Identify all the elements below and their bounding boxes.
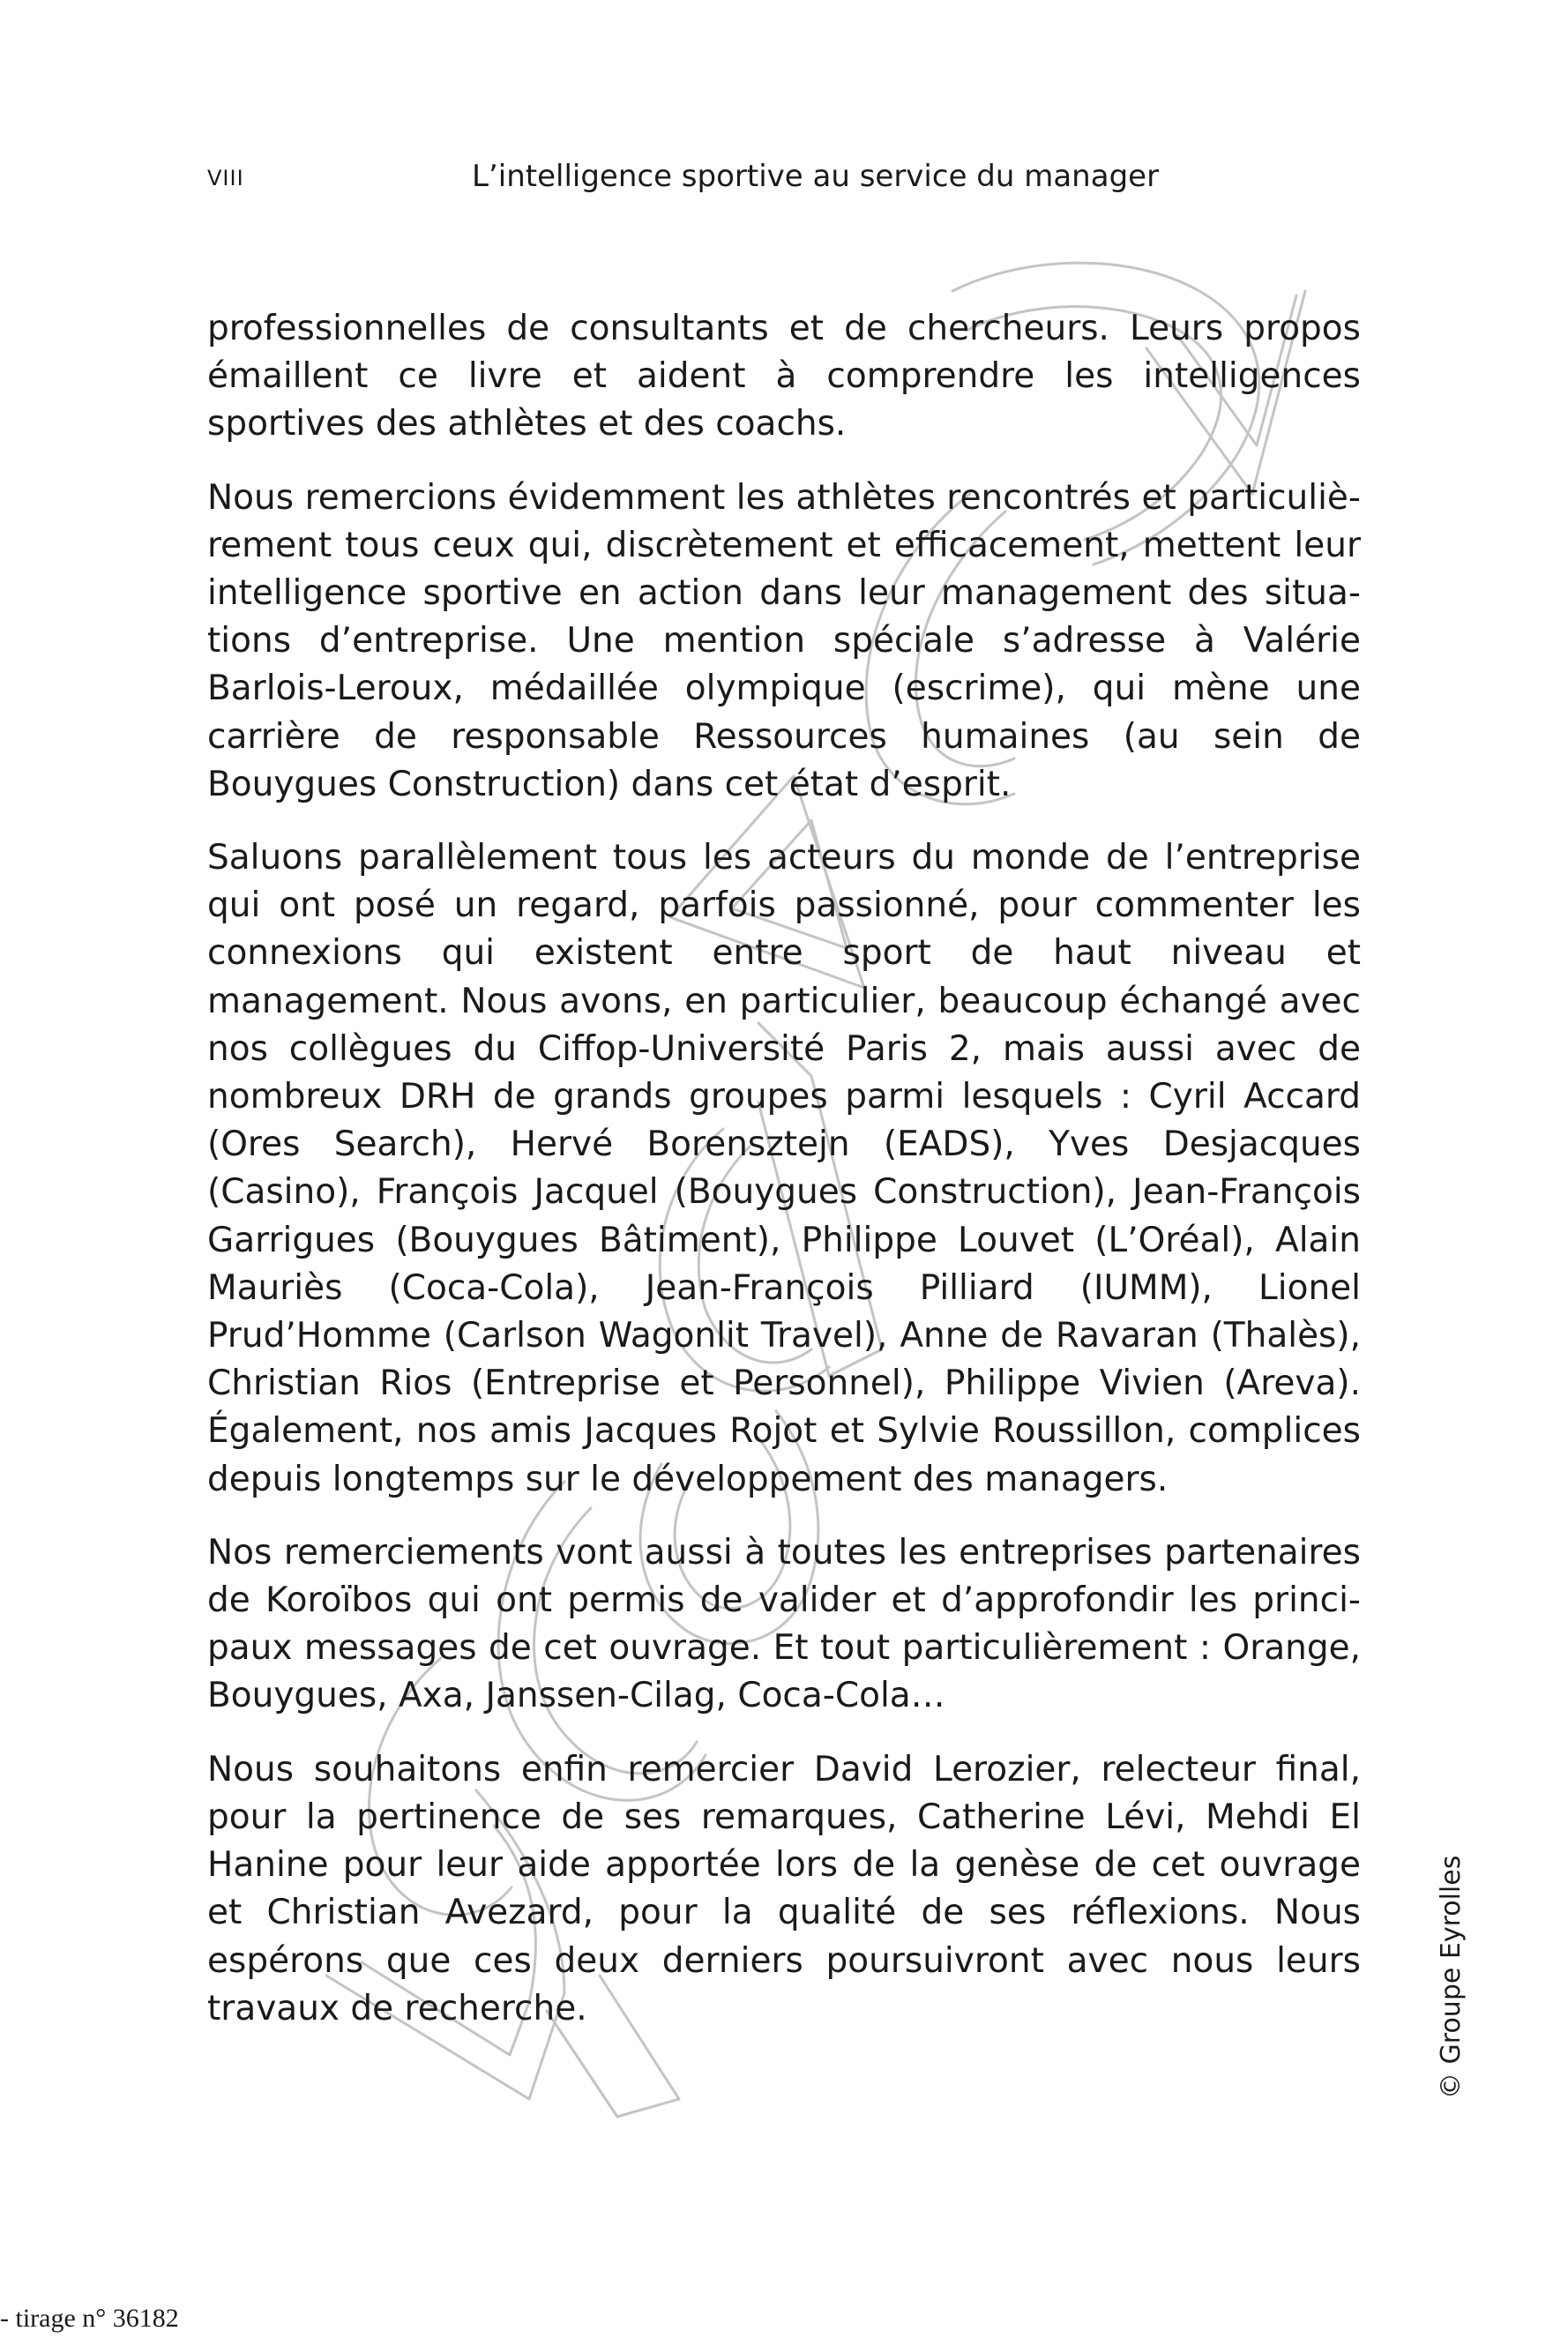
paragraph: Saluons parallèlement tous les acteurs du monde de l’entreprise qui ont posé un regard, parfois passionné, pour commenter les connexions qui existent entre sport de haut niveau et management. Nous avons, en particulier, beaucoup échangé avec nos collègues du Ciffop-Université Paris 2, mais aussi avec de nombreux DRH de grands groupes parmi lesquels : Cyril Accard (Ores Search), Hervé Borensztejn (EADS), Yves Desjacques (Casino), François Jacquel (Bouygues Construction), Jean-François Garrigues (Bouygues Bâtiment), Philippe Louvet (L’Oréal), Alain Mauriès (Coca-Cola), Jean-François Pilliard (IUMM), Lionel Prud’Homme (Carlson Wagonlit Travel), Anne de Ravaran (Thalès), Christian Rios (Entreprise et Personnel), Philippe Vivien (Areva). Également, nos amis Jacques Rojot et Sylvie Roussillon, complices depuis longtemps sur le développement des managers. [207, 838, 1361, 1499]
print-run-footer: - tirage n° 36182 [0, 2304, 179, 2333]
page-number: VIII [207, 166, 244, 191]
main-text [207, 305, 1361, 2058]
paragraph: professionnelles de consultants et de chercheurs. Leurs propos émaillent ce livre et aident à comprendre les intelligences sportives des athlètes et des coachs. [207, 309, 1361, 445]
page-header [207, 159, 1361, 198]
running-title: L’intelligence sportive au service du manager [472, 159, 1160, 194]
paragraph: Nous remercions évidemment les athlètes rencontrés et particulièrement tous ceux qui, discrètement et efficacement, mettent leur intelligence sportive en action dans leur management des situations d’entreprise. Une mention spéciale s’adresse à Valérie Barlois-Leroux, médaillée olympique (escrime), qui mène une carrière de responsable Ressources humaines (au sein de Bouygues Construction) dans cet état d’esprit. [207, 477, 1361, 804]
paragraph: Nous souhaitons enfin remercier David Lerozier, relecteur final, pour la pertinence de ses remarques, Catherine Lévi, Mehdi El Hanine pour leur aide apportée lors de la genèse de cet ouvrage et Christian Avezard, pour la qualité de ses réflexions. Nous espérons que ces deux derniers poursuivront avec nous leurs travaux de recherche. [207, 1749, 1361, 2028]
paragraph: Nos remerciements vont aussi à toutes les entreprises partenaires de Koroïbos qui ont permis de valider et d’approfondir les principaux messages de cet ouvrage. Et tout particulièrement : Orange, Bouygues, Axa, Janssen-Cilag, Coca-Cola… [207, 1532, 1361, 1716]
copyright-notice: © Groupe Eyrolles [1436, 1855, 1467, 2099]
